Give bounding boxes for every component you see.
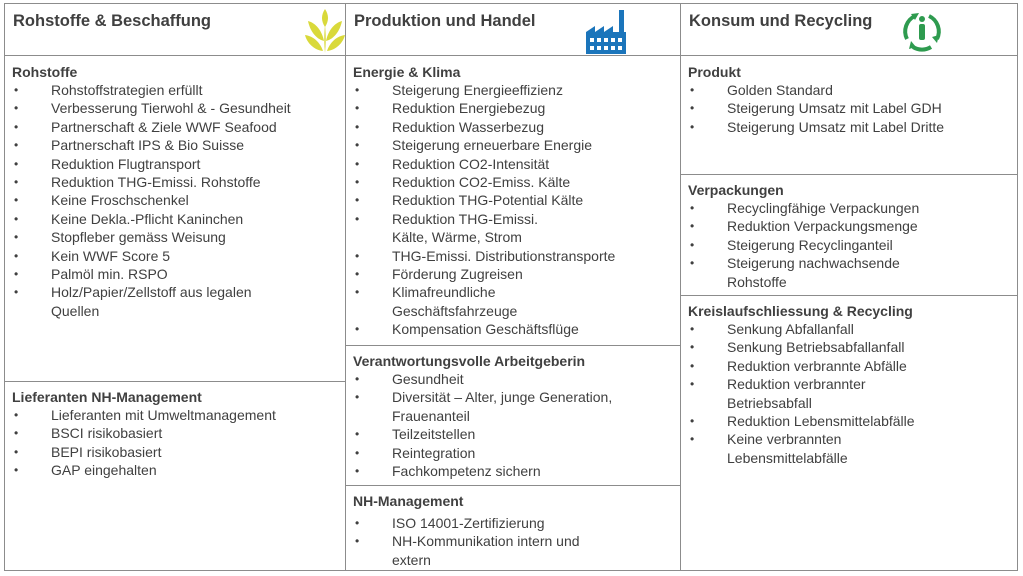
list-item: • Reduktion Energiebezug <box>346 99 680 117</box>
list-item: • GAP eingehalten <box>5 461 345 479</box>
list-item: • Keine Dekla.-Pflicht Kaninchen <box>5 210 345 228</box>
list-item: • Förderung Zugreisen <box>346 265 680 283</box>
list-item: • Steigerung Umsatz mit Label GDH <box>681 99 1017 117</box>
section-verpackungen <box>681 174 1017 295</box>
section-title: NH-Management <box>353 493 464 509</box>
section-kreislauf <box>681 295 1017 570</box>
list-item: • Steigerung nachwachsende Rohstoffe <box>681 254 927 291</box>
section-nh-management <box>346 485 680 570</box>
list-item: • Golden Standard <box>681 81 1017 99</box>
list-item: • Reduktion verbrannte Abfälle <box>681 357 1017 375</box>
list-item: • Kompensation Geschäftsflüge <box>346 320 680 338</box>
item-list <box>681 320 1017 467</box>
list-item: • Senkung Betriebsabfallanfall <box>681 338 1017 356</box>
list-item: • NH-Kommunikation intern und extern <box>346 532 612 569</box>
list-item: • BEPI risikobasiert <box>5 443 345 461</box>
item-list <box>681 81 1017 136</box>
list-item: • BSCI risikobasiert <box>5 424 345 442</box>
section-title: Verantwortungsvolle Arbeitgeberin <box>353 353 586 369</box>
list-item: • Palmöl min. RSPO <box>5 265 345 283</box>
list-item: • Reduktion THG-Emissi. Rohstoffe <box>5 173 345 191</box>
list-item: • Partnerschaft IPS & Bio Suisse <box>5 136 345 154</box>
list-item: • Reduktion THG-Emissi. Kälte, Wärme, Strom <box>346 210 557 247</box>
section-title: Lieferanten NH-Management <box>12 389 202 405</box>
item-list <box>346 370 680 480</box>
list-item: • Fachkompetenz sichern <box>346 462 680 480</box>
section-rohstoffe <box>5 56 345 381</box>
item-list <box>346 514 680 569</box>
list-item: • Steigerung Recyclinganteil <box>681 236 1017 254</box>
list-item: • THG-Emissi. Distributionstransporte <box>346 247 680 265</box>
list-item: • Senkung Abfallanfall <box>681 320 1017 338</box>
list-item: • Teilzeitstellen <box>346 425 680 443</box>
list-item: • Keine verbrannten Lebensmittelabfälle <box>681 430 887 467</box>
list-item: • Holz/Papier/Zellstoff aus legalen Quellen <box>5 283 281 320</box>
list-item: • Reintegration <box>346 444 680 462</box>
column-title: Konsum und Recycling <box>689 12 873 30</box>
section-title: Produkt <box>688 64 741 80</box>
item-list <box>5 406 345 480</box>
section-title: Rohstoffe <box>12 64 78 80</box>
section-title: Energie & Klima <box>353 64 461 80</box>
list-item: • Gesundheit <box>346 370 680 388</box>
item-list <box>5 81 345 320</box>
wheat-icon <box>304 9 346 53</box>
list-item: • Lieferanten mit Umweltmanagement <box>5 406 345 424</box>
list-item: • Reduktion Verpackungsmenge <box>681 217 1017 235</box>
section-produkt <box>681 56 1017 174</box>
section-arbeitgeberin <box>346 345 680 485</box>
list-item: • Kein WWF Score 5 <box>5 247 345 265</box>
section-title: Kreislaufschliessung & Recycling <box>688 303 913 319</box>
list-item: • Reduktion CO2-Emiss. Kälte <box>346 173 680 191</box>
column-rohstoffe <box>5 4 346 570</box>
section-lieferanten <box>5 381 345 570</box>
list-item: • Rohstoffstrategien erfüllt <box>5 81 345 99</box>
list-item: • Keine Froschschenkel <box>5 191 345 209</box>
list-item: • Recyclingfähige Verpackungen <box>681 199 1017 217</box>
list-item: • Reduktion Flugtransport <box>5 155 345 173</box>
item-list <box>681 199 1017 291</box>
column-konsum <box>681 4 1017 570</box>
item-list <box>346 81 680 339</box>
list-item: • Steigerung erneuerbare Energie <box>346 136 680 154</box>
list-item: • Stopfleber gemäss Weisung <box>5 228 345 246</box>
column-header <box>5 4 345 56</box>
column-title: Produktion und Handel <box>354 12 536 30</box>
column-title: Rohstoffe & Beschaffung <box>13 12 211 30</box>
column-header <box>681 4 1017 56</box>
sustainability-matrix <box>4 3 1018 571</box>
column-produktion <box>346 4 681 570</box>
recycling-person-icon <box>899 9 945 53</box>
list-item: • Verbesserung Tierwohl & - Gesundheit <box>5 99 345 117</box>
list-item: • Reduktion Lebensmittelabfälle <box>681 412 1017 430</box>
list-item: • Diversität – Alter, junge Generation, Frauenanteil <box>346 388 652 425</box>
list-item: • Reduktion verbrannter Betriebsabfall <box>681 375 897 412</box>
list-item: • ISO 14001-Zertifizierung <box>346 514 680 532</box>
section-title: Verpackungen <box>688 182 784 198</box>
list-item: • Steigerung Energieeffizienz <box>346 81 680 99</box>
column-header <box>346 4 680 56</box>
list-item: • Klimafreundliche Geschäftsfahrzeuge <box>346 283 562 320</box>
list-item: • Steigerung Umsatz mit Label Dritte <box>681 118 1017 136</box>
factory-icon <box>586 10 626 54</box>
list-item: • Partnerschaft & Ziele WWF Seafood <box>5 118 345 136</box>
list-item: • Reduktion Wasserbezug <box>346 118 680 136</box>
section-energie <box>346 56 680 345</box>
list-item: • Reduktion THG-Potential Kälte <box>346 191 680 209</box>
list-item: • Reduktion CO2-Intensität <box>346 155 680 173</box>
